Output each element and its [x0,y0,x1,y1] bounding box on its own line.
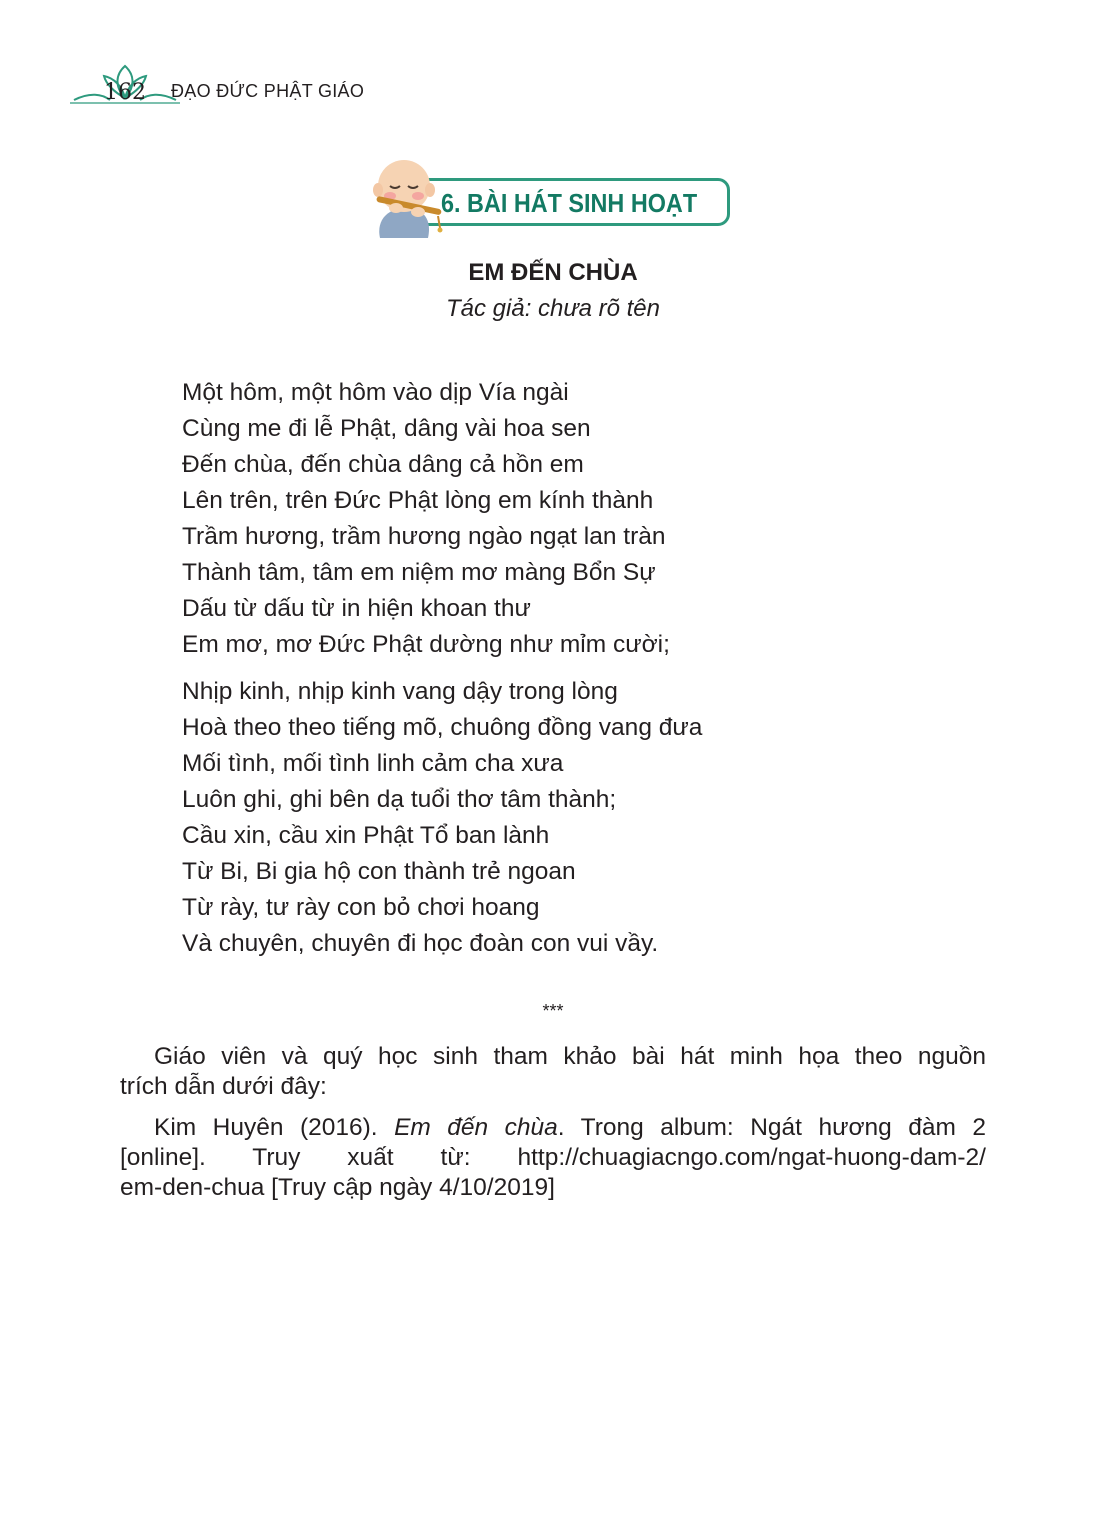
verse-line: Mối tình, mối tình linh cảm cha xưa [182,750,564,777]
note-line: trích dẫn dưới đây: [120,1073,327,1100]
verse-line: Đến chùa, đến chùa dâng cả hồn em [182,451,584,478]
verse-line: Từ Bi, Bi gia hộ con thành trẻ ngoan [182,858,576,885]
verse-line: Hoà theo theo tiếng mõ, chuông đồng vang đưa [182,714,703,741]
verse-1 [182,376,670,664]
page-number: 162 [104,80,146,105]
citation [120,1113,986,1203]
verse-line: Và chuyên, chuyên đi học đoàn con vui vầy. [182,930,659,957]
note-line: Giáo viên và quý học sinh tham khảo bài hát minh họa theo nguồn [154,1043,986,1070]
citation-line [120,1113,986,1143]
verse-line: Thành tâm, tâm em niệm mơ màng Bổn Sự [182,559,656,586]
citation-line: em-den-chua [Truy cập ngày 4/10/2019] [120,1174,555,1201]
citation-work-title: Em đến chùa [394,1114,558,1141]
verse-line: Nhịp kinh, nhịp kinh vang dậy trong lòng [182,678,618,705]
section-banner [366,152,746,242]
section-separator: *** [542,1001,564,1021]
citation-author-year: Kim Huyên (2016). [154,1114,395,1141]
verse-line: Dấu từ dấu từ in hiện khoan thư [182,595,531,622]
verse-line: Em mơ, mơ Đức Phật dường như mỉm cười; [182,631,670,658]
teacher-note [120,1042,986,1102]
citation-album: . Trong album: Ngát hương đàm 2 [557,1114,987,1141]
verse-line: Cùng me đi lễ Phật, dâng vài hoa sen [182,415,591,442]
verse-line: Lên trên, trên Đức Phật lòng em kính thành [182,487,654,514]
monk-flute-illustration [366,152,446,242]
song-author: Tác giả: chưa rõ tên [446,295,660,322]
verse-line: Luôn ghi, ghi bên dạ tuổi thơ tâm thành; [182,786,617,813]
verse-line: Trầm hương, trầm hương ngào ngạt lan tràn [182,523,666,550]
verse-2 [182,675,702,963]
book-title: ĐẠO ĐỨC PHẬT GIÁO [171,81,365,101]
verse-line: Từ rày, tư rày con bỏ chơi hoang [182,894,540,921]
citation-url-line: [online]. Truy xuất từ: http://chuagiacngo.com/ngat-huong-dam-2/ [120,1144,986,1171]
section-title-box [412,178,730,226]
running-header [70,62,470,110]
song-title: EM ĐẾN CHÙA [468,259,638,286]
verse-line: Cầu xin, cầu xin Phật Tổ ban lành [182,822,550,849]
section-title: 6. BÀI HÁT SINH HOẠT [441,188,698,218]
verse-line: Một hôm, một hôm vào dịp Vía ngài [182,379,569,406]
